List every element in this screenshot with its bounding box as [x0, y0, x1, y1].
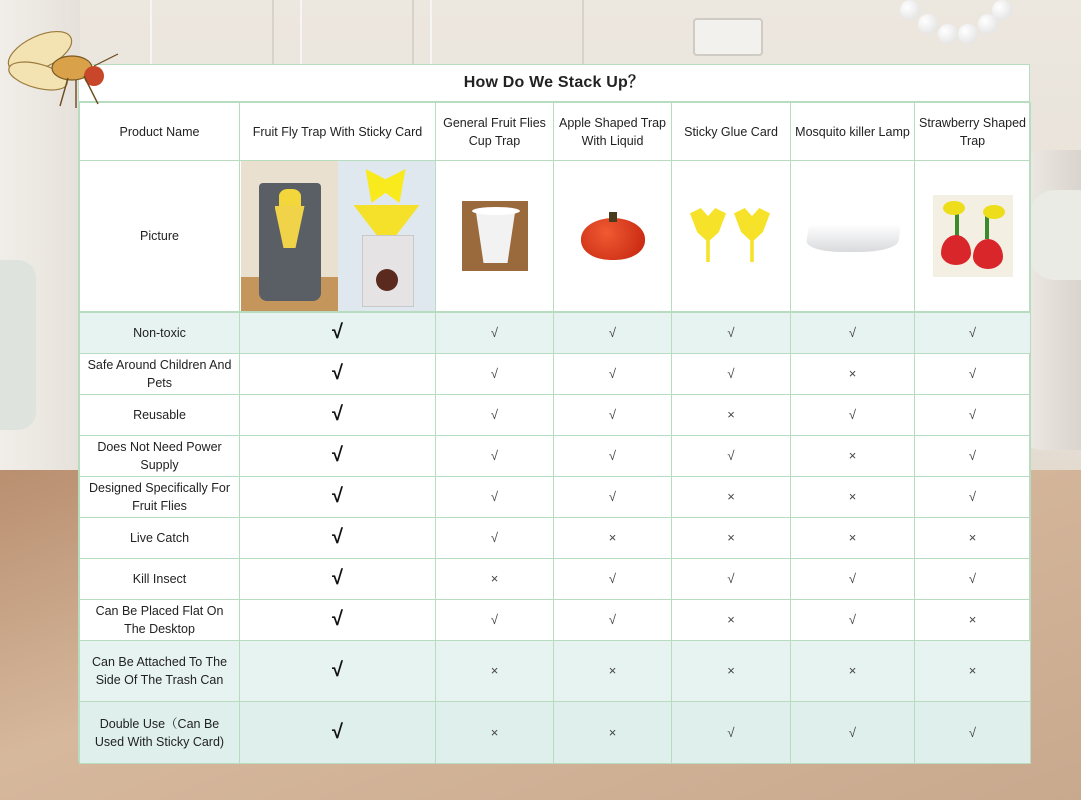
check-mark-icon: √: [968, 489, 977, 504]
picture-cell: [791, 161, 915, 312]
feature-cell: [436, 641, 554, 702]
picture-cell: [436, 161, 554, 312]
check-mark-icon: √: [608, 325, 617, 340]
background-lamp: [0, 260, 36, 430]
feature-label: Can Be Attached To The Side Of The Trash Can: [80, 641, 240, 702]
cross-mark-icon: ×: [848, 448, 857, 463]
table-row: [80, 559, 1031, 600]
fruit-fly-icon: [2, 14, 124, 110]
check-mark-icon: √: [332, 403, 343, 425]
check-mark-icon: √: [608, 612, 617, 627]
feature-cell: [791, 518, 915, 559]
feature-cell: [240, 641, 436, 702]
check-mark-icon: √: [332, 567, 343, 589]
cross-mark-icon: ×: [608, 724, 617, 740]
feature-cell: [915, 559, 1031, 600]
feature-cell: [436, 559, 554, 600]
feature-cell: [672, 395, 791, 436]
check-mark-icon: √: [332, 659, 343, 681]
feature-cell: [672, 641, 791, 702]
table-row: [80, 436, 1031, 477]
feature-cell: [672, 477, 791, 518]
table-row: [80, 702, 1031, 764]
feature-cell: [915, 518, 1031, 559]
feature-label: Safe Around Children And Pets: [80, 354, 240, 395]
cross-mark-icon: ×: [608, 530, 617, 545]
feature-cell: [240, 518, 436, 559]
feature-cell: [554, 518, 672, 559]
feature-cell: [915, 641, 1031, 702]
check-mark-icon: √: [332, 720, 343, 743]
background-sofa: [1029, 190, 1081, 280]
feature-label: Live Catch: [80, 518, 240, 559]
cross-mark-icon: ×: [490, 663, 499, 678]
comparison-card: [78, 64, 1030, 762]
feature-cell: [240, 395, 436, 436]
cross-mark-icon: ×: [848, 366, 857, 381]
feature-cell: [436, 518, 554, 559]
table-row: [80, 600, 1031, 641]
check-mark-icon: √: [490, 448, 499, 463]
feature-cell: [240, 313, 436, 354]
feature-cell: [436, 702, 554, 764]
feature-label: Non-toxic: [80, 313, 240, 354]
check-mark-icon: √: [332, 444, 343, 466]
product-name: Strawberry Shaped Trap: [915, 103, 1031, 161]
check-mark-icon: √: [608, 366, 617, 381]
feature-cell: [791, 354, 915, 395]
check-mark-icon: √: [848, 571, 857, 586]
cross-mark-icon: ×: [727, 663, 735, 678]
feature-cell: [554, 354, 672, 395]
feature-cell: [915, 477, 1031, 518]
feature-cell: [791, 313, 915, 354]
feature-cell: [672, 559, 791, 600]
feature-cell: [240, 354, 436, 395]
feature-cell: [791, 600, 915, 641]
feature-cell: [672, 313, 791, 354]
feature-cell: [672, 436, 791, 477]
feature-cell: [436, 600, 554, 641]
feature-label: Reusable: [80, 395, 240, 436]
cross-mark-icon: ×: [727, 407, 735, 422]
feature-cell: [791, 641, 915, 702]
picture-cell: [672, 161, 791, 312]
check-mark-icon: √: [727, 366, 735, 381]
product-name: Mosquito killer Lamp: [791, 103, 915, 161]
picture-cell: [240, 161, 436, 312]
background-beads: [900, 0, 1010, 60]
feature-cell: [554, 436, 672, 477]
feature-cell: [791, 436, 915, 477]
strawberry-trap-image: [933, 195, 1013, 277]
check-mark-icon: √: [332, 321, 343, 343]
check-mark-icon: √: [848, 724, 857, 740]
feature-cell: [672, 354, 791, 395]
feature-cell: [554, 477, 672, 518]
feature-cell: [436, 313, 554, 354]
check-mark-icon: √: [490, 489, 499, 504]
check-mark-icon: √: [968, 448, 977, 463]
background-speaker: [693, 18, 763, 56]
feature-label: Designed Specifically For Fruit Flies: [80, 477, 240, 518]
check-mark-icon: √: [727, 724, 735, 740]
trash-can-trap-image: [241, 161, 338, 311]
comparison-table: [79, 102, 1031, 312]
product-name: Sticky Glue Card: [672, 103, 791, 161]
table-header-row: [80, 103, 1031, 161]
feature-label: Kill Insect: [80, 559, 240, 600]
cross-mark-icon: ×: [848, 489, 857, 504]
page-title: How Do We Stack Up？: [79, 65, 1029, 102]
table-row: [80, 477, 1031, 518]
feature-cell: [791, 477, 915, 518]
feature-cell: [436, 354, 554, 395]
picture-row: [80, 161, 1031, 312]
check-mark-icon: √: [968, 407, 977, 422]
feature-cell: [554, 641, 672, 702]
feature-cell: [554, 702, 672, 764]
picture-cell: [554, 161, 672, 312]
check-mark-icon: √: [490, 530, 499, 545]
cross-mark-icon: ×: [727, 612, 735, 627]
check-mark-icon: √: [332, 485, 343, 507]
check-mark-icon: √: [490, 407, 499, 422]
check-mark-icon: √: [332, 362, 343, 384]
feature-label: Can Be Placed Flat On The Desktop: [80, 600, 240, 641]
feature-cell: [672, 518, 791, 559]
feature-cell: [436, 477, 554, 518]
cross-mark-icon: ×: [968, 612, 977, 627]
feature-cell: [240, 702, 436, 764]
check-mark-icon: √: [848, 612, 857, 627]
check-mark-icon: √: [848, 325, 857, 340]
feature-cell: [554, 313, 672, 354]
check-mark-icon: √: [727, 325, 735, 340]
feature-cell: [240, 477, 436, 518]
check-mark-icon: √: [332, 526, 343, 548]
check-mark-icon: √: [608, 489, 617, 504]
check-mark-icon: √: [968, 571, 977, 586]
check-mark-icon: √: [490, 366, 499, 381]
check-mark-icon: √: [490, 612, 499, 627]
feature-cell: [915, 395, 1031, 436]
check-mark-icon: √: [848, 407, 857, 422]
table-row: [80, 354, 1031, 395]
cup-trap-image: [462, 201, 528, 271]
product-name: Fruit Fly Trap With Sticky Card: [240, 103, 436, 161]
feature-cell: [915, 600, 1031, 641]
feature-cell: [240, 559, 436, 600]
feature-cell: [915, 436, 1031, 477]
feature-label: Does Not Need Power Supply: [80, 436, 240, 477]
picture-label: Picture: [80, 161, 240, 312]
feature-cell: [436, 395, 554, 436]
check-mark-icon: √: [490, 325, 499, 340]
feature-cell: [240, 436, 436, 477]
cross-mark-icon: ×: [848, 663, 857, 678]
feature-cell: [791, 559, 915, 600]
feature-cell: [915, 313, 1031, 354]
table-row: [80, 518, 1031, 559]
check-mark-icon: √: [727, 448, 735, 463]
mosquito-lamp-image: [807, 214, 899, 258]
check-mark-icon: √: [332, 608, 343, 630]
cross-mark-icon: ×: [727, 530, 735, 545]
check-mark-icon: √: [727, 571, 735, 586]
cross-mark-icon: ×: [490, 724, 499, 740]
check-mark-icon: √: [968, 724, 977, 740]
table-row: [80, 313, 1031, 354]
feature-cell: [554, 395, 672, 436]
sticky-glue-card-image: [690, 208, 772, 264]
check-mark-icon: √: [608, 571, 617, 586]
feature-cell: [791, 702, 915, 764]
check-mark-icon: √: [968, 325, 977, 340]
feature-cell: [672, 600, 791, 641]
cross-mark-icon: ×: [490, 571, 499, 586]
feature-cell: [672, 702, 791, 764]
check-mark-icon: √: [608, 407, 617, 422]
product-name: Apple Shaped Trap With Liquid: [554, 103, 672, 161]
feature-cell: [554, 600, 672, 641]
sticky-card-trap-image: [338, 161, 435, 311]
cross-mark-icon: ×: [727, 489, 735, 504]
picture-cell: [915, 161, 1031, 312]
cross-mark-icon: ×: [848, 530, 857, 545]
feature-cell: [436, 436, 554, 477]
apple-trap-image: [581, 212, 645, 260]
feature-cell: [915, 354, 1031, 395]
table-row: [80, 395, 1031, 436]
feature-label: Double Use（Can Be Used With Sticky Card): [80, 702, 240, 764]
check-mark-icon: √: [968, 366, 977, 381]
cross-mark-icon: ×: [968, 663, 977, 678]
header-label: Product Name: [80, 103, 240, 161]
feature-table: [79, 312, 1031, 764]
feature-cell: [554, 559, 672, 600]
check-mark-icon: √: [608, 448, 617, 463]
product-name: General Fruit Flies Cup Trap: [436, 103, 554, 161]
feature-cell: [240, 600, 436, 641]
cross-mark-icon: ×: [608, 663, 617, 678]
feature-cell: [791, 395, 915, 436]
cross-mark-icon: ×: [968, 530, 977, 545]
table-row: [80, 641, 1031, 702]
feature-cell: [915, 702, 1031, 764]
